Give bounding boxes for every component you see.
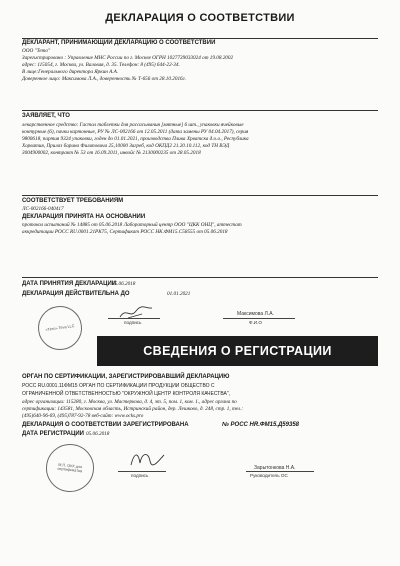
- applicant-line: адрес: 115054, г. Москва, ул. Валовая, д. 35. Телефон: 8 (495) 644-22-34.: [22, 62, 180, 68]
- product-line: контурные (6), пачки картонные, РУ № ЛС-002166 от 12.05.2011 (дата замены РУ 04.04.2017), серия: [22, 129, 249, 135]
- document-title: ДЕКЛАРАЦИЯ О СООТВЕТСТВИИ: [105, 12, 295, 24]
- valid-until-value: 01.01.2021: [167, 291, 191, 297]
- product-line: 9800618, партия 9324 упаковки, годен до 01.01.2021, производства Плива Хрватска д.о.о., Республика: [22, 136, 249, 142]
- valid-until-label: ДЕКЛАРАЦИЯ ДЕЙСТВИТЕЛЬНА ДО: [22, 291, 130, 297]
- registered-label: ДЕКЛАРАЦИЯ О СООТВЕТСТВИИ ЗАРЕГИСТРИРОВАНА: [22, 422, 189, 428]
- signature-scribble: [118, 305, 154, 321]
- signature-label: подпись: [131, 473, 149, 478]
- requirements-heading: СООТВЕТСТВУЕТ ТРЕБОВАНИЯМ: [22, 198, 124, 204]
- applicant-heading: ДЕКЛАРАНТ, ПРИНИМАЮЩИЙ ДЕКЛАРАЦИЮ О СООТВЕТСТВИИ: [22, 40, 216, 46]
- applicant-org: ООО "Тето": [22, 48, 51, 54]
- product-line: 3004900002, контракт № 53 от 16.09.2011, инвойс № 2130000235 от 28.05.2018: [22, 150, 201, 156]
- organ-line: сертификации: 143581, Московская область, Истринский район, дер. Лешково, д. 248, стр. 1, тел.:: [22, 406, 244, 412]
- accepted-date-label: ДАТА ПРИНЯТИЯ ДЕКЛАРАЦИИ: [22, 281, 117, 287]
- certification-stamp: [44, 442, 97, 495]
- name-label: Ф.И.О: [249, 320, 262, 325]
- divider: [22, 38, 378, 39]
- signature-scribble: [128, 449, 166, 469]
- registration-number: № РОСС НR.ФМ15.Д59358: [222, 422, 299, 428]
- basis-heading: ДЕКЛАРАЦИЯ ПРИНЯТА НА ОСНОВАНИИ: [22, 214, 146, 220]
- divider: [22, 277, 378, 278]
- registration-date-value: 05.06.2018: [86, 431, 110, 437]
- organ-line: адрес организации: 115280, г. Москва, ул. Мастеркова, д. 4, эт. 5, пом. 1, ком. 1., адрес органа по: [22, 399, 237, 405]
- name-line: [246, 471, 314, 472]
- declares-heading: ЗАЯВЛЯЕТ, ЧТО: [22, 113, 70, 119]
- head-title: Руководитель ОС: [250, 473, 288, 478]
- accepted-date-value: 05.06.2018: [112, 281, 136, 287]
- signature-label: подпись: [124, 320, 142, 325]
- signature-line: [108, 318, 160, 319]
- registration-date-label: ДАТА РЕГИСТРАЦИИ: [22, 431, 84, 437]
- applicant-line: Доверенное лицо: Максимова Л.А., доверенность № Т-656 от 28.10.2016г.: [22, 76, 186, 82]
- registration-title: СВЕДЕНИЯ О РЕГИСТРАЦИИ: [97, 336, 378, 366]
- requirements-value: ЛС-002166-040417: [22, 206, 64, 212]
- applicant-line: В лице:Генерального директора Яркин А.А.: [22, 69, 119, 75]
- name-line: [223, 318, 295, 319]
- head-name: Зарытонкова Н.А.: [254, 465, 296, 471]
- signature-line: [118, 471, 166, 472]
- stamp-text: М.П. ОКК для сертификатов: [57, 462, 83, 474]
- basis-line: аккредитации РОСС RU.0001.21РК75, Сертификат РОСС НК.ФМ15.С58555 от 05.06.2018: [22, 229, 228, 235]
- company-stamp: [35, 303, 85, 353]
- organ-line: ОГРАНИЧЕННОЙ ОТВЕТСТВЕННОСТЬЮ "ОКРУЖНОЙ ЦЕНТР КОНТРОЛЯ КАЧЕСТВА",: [22, 391, 231, 397]
- applicant-line: Зарегистрировано : Управление МНС России по г. Москве ОГРН 1027739033024 от 19.08.2002: [22, 55, 234, 61]
- organ-heading: ОРГАН ПО СЕРТИФИКАЦИИ, ЗАРЕГИСТРИРОВАВШИЙ ДЕКЛАРАЦИЮ: [22, 374, 230, 380]
- organ-line: РОСС RU.0001.11ФМ15 ОРГАН ПО СЕРТИФИКАЦИИ ПРОДУКЦИИ ОБЩЕСТВО С: [22, 383, 215, 389]
- organ-line: (495)640-96-69, (495)787-92-78 веб-сайт: www.ocks.pro: [22, 413, 144, 419]
- product-line: Хорватия, Прилаз барина Филиповича 25,10000 Загреб, код ОКПД2 21.20.10.112, код ТН ВЭД: [22, 143, 230, 149]
- basis-line: протокол испытаний № 14885 от 05.06.2018 Лабораторный центр ООО "ЦКК ОНЦ", аттестат: [22, 222, 242, 228]
- divider: [22, 110, 378, 111]
- stamp-text: «Тето» Teva LLC: [45, 323, 75, 333]
- product-line: лекарственное средство: Гастал таблетки для рассасывания [мятные] 6 шт., упаковки ячейковые: [22, 122, 244, 128]
- signer-name: Максимова Л.А.: [237, 311, 274, 317]
- divider: [22, 195, 378, 196]
